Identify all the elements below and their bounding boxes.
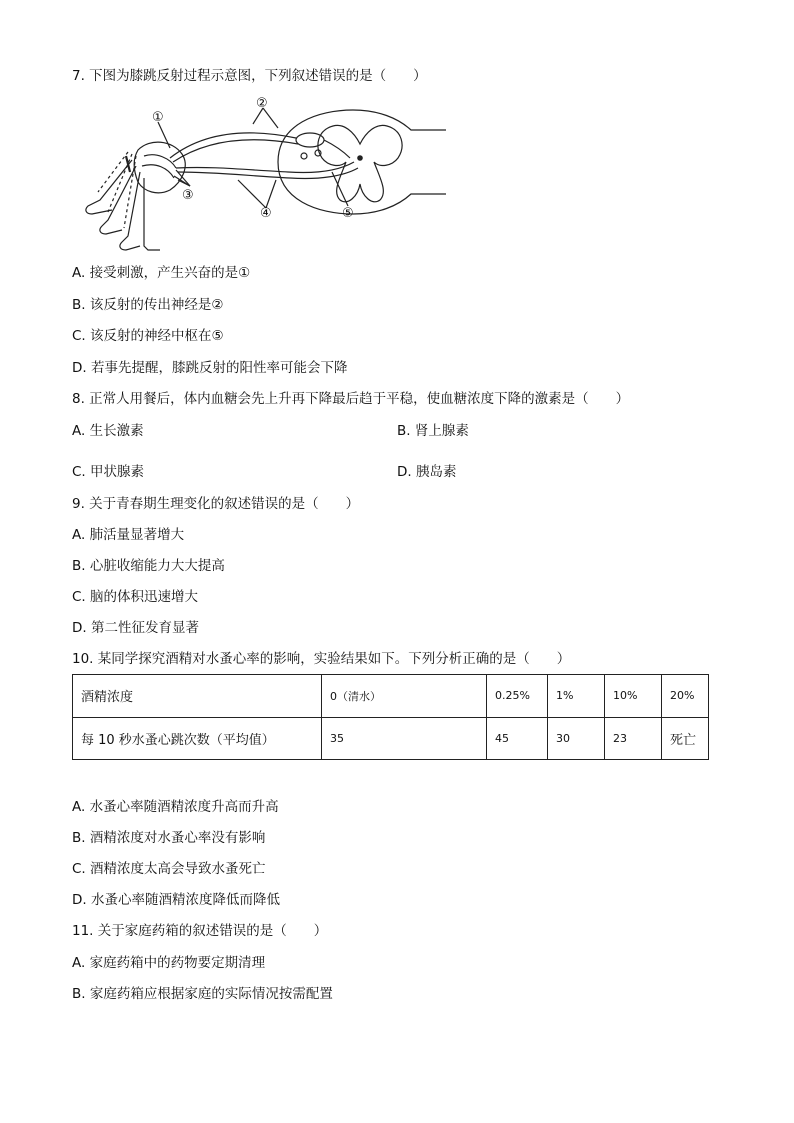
figure-label-4: ④ <box>260 206 272 221</box>
question-11-stem: 11. 关于家庭药箱的叙述错误的是（ ） <box>72 923 328 939</box>
question-7-option-a: A. 接受刺激，产生兴奋的是① <box>72 265 251 281</box>
figure-label-3: ③ <box>182 188 194 203</box>
question-7-option-b: B. 该反射的传出神经是② <box>72 297 224 313</box>
table-cell: 30 <box>548 717 605 760</box>
question-8-stem: 8. 正常人用餐后，体内血糖会先上升再下降最后趋于平稳，使血糖浓度下降的激素是（ ） <box>72 391 630 407</box>
question-11-option-a: A. 家庭药箱中的药物要定期清理 <box>72 955 266 971</box>
table-cell: 酒精浓度 <box>73 675 322 718</box>
question-9-option-b: B. 心脏收缩能力大大提高 <box>72 558 225 574</box>
table-cell: 0.25% <box>487 675 548 718</box>
question-9-stem: 9. 关于青春期生理变化的叙述错误的是（ ） <box>72 496 360 512</box>
question-7-option-c: C. 该反射的神经中枢在⑤ <box>72 328 224 344</box>
question-10-option-c: C. 酒精浓度太高会导致水蚤死亡 <box>72 861 266 877</box>
question-8-option-b: B. 肾上腺素 <box>397 423 469 439</box>
question-9-option-c: C. 脑的体积迅速增大 <box>72 589 199 605</box>
question-11-option-b: B. 家庭药箱应根据家庭的实际情况按需配置 <box>72 986 333 1002</box>
question-10-stem: 10. 某同学探究酒精对水蚤心率的影响，实验结果如下。下列分析正确的是（ ） <box>72 651 571 667</box>
table-cell: 死亡 <box>662 717 709 760</box>
question-10-option-a: A. 水蚤心率随酒精浓度升高而升高 <box>72 799 279 815</box>
table-cell: 35 <box>322 717 487 760</box>
figure-label-1: ① <box>152 110 164 125</box>
question-8-option-a: A. 生长激素 <box>72 423 144 439</box>
table-cell: 20% <box>662 675 709 718</box>
table-cell: 45 <box>487 717 548 760</box>
question-10-option-d: D. 水蚤心率随酒精浓度降低而降低 <box>72 892 280 908</box>
question-10-option-b: B. 酒精浓度对水蚤心率没有影响 <box>72 830 266 846</box>
knee-jerk-reflex-diagram <box>78 96 448 252</box>
table-cell: 0（清水） <box>322 675 487 718</box>
table-cell: 23 <box>605 717 662 760</box>
table-cell: 1% <box>548 675 605 718</box>
table-cell: 10% <box>605 675 662 718</box>
table-cell: 每 10 秒水蚤心跳次数（平均值） <box>73 717 322 760</box>
question-7-option-d: D. 若事先提醒，膝跳反射的阳性率可能会下降 <box>72 360 348 376</box>
heart-rate-table <box>72 674 709 760</box>
question-7-stem: 7. 下图为膝跳反射过程示意图，下列叙述错误的是（ ） <box>72 68 427 84</box>
question-8-option-d: D. 胰岛素 <box>397 464 457 480</box>
figure-label-2: ② <box>256 96 268 111</box>
question-8-option-c: C. 甲状腺素 <box>72 464 145 480</box>
question-9-option-a: A. 肺活量显著增大 <box>72 527 185 543</box>
question-9-option-d: D. 第二性征发育显著 <box>72 620 199 636</box>
table-row <box>73 717 709 760</box>
table-row <box>73 675 709 718</box>
figure-label-5: ⑤ <box>342 206 354 221</box>
